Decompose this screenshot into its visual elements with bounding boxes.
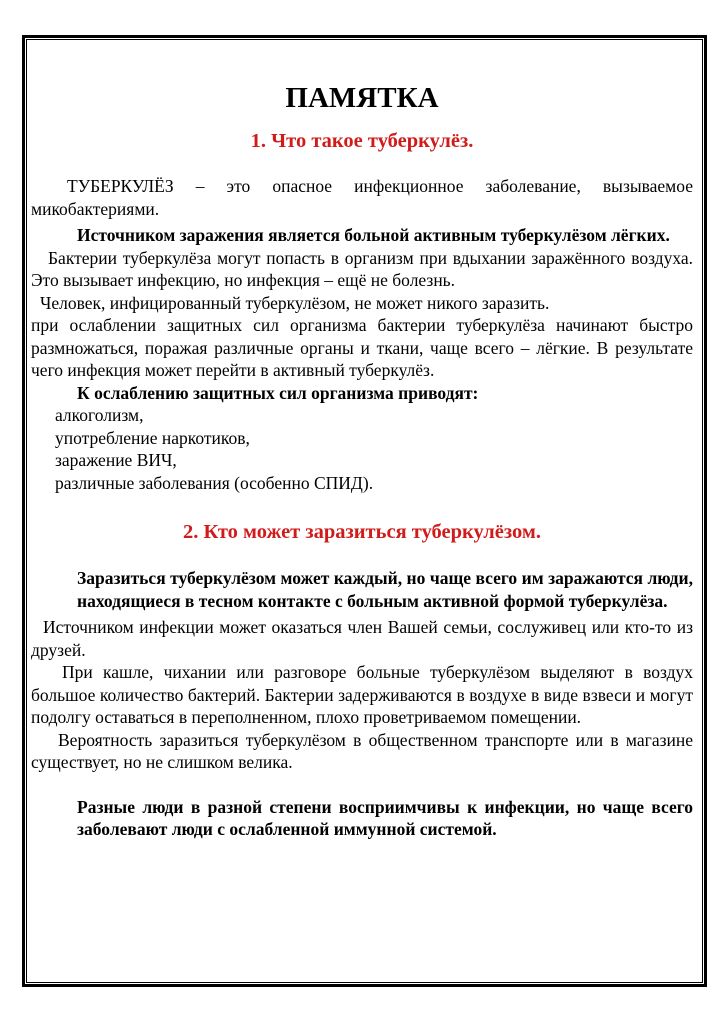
section1-paragraph-3: Человек, инфицированный туберкулёзом, не может никого заразить. (40, 292, 550, 313)
list-item: употребление наркотиков, (55, 427, 250, 448)
page-title: ПАМЯТКА (285, 82, 439, 114)
section1-paragraph-1: ТУБЕРКУЛЁЗ – это опасное инфекционное заболевание, вызываемое микобактериями. (31, 176, 693, 219)
list-item: заражение ВИЧ, (55, 450, 177, 470)
section1-heading: 1. Что такое туберкулёз. (250, 130, 474, 152)
list-item: различные заболевания (особенно СПИД). (55, 472, 374, 493)
section2-paragraph-2: При кашле, чихании или разговоре больные туберкулёзом выделяют в воздух большое количество бактерий. Бактерии задерживаются в воздухе в виде взвеси и могут подолгу оставаться в переполненном, плохо проветриваемом помещении. (31, 662, 693, 727)
weakening-factors-list (31, 404, 693, 494)
section2-bold-2: Разные люди в разной степени восприимчивы к инфекции, но чаще всего заболевают люди с ослабленной иммунной системой. (77, 796, 693, 839)
section2-paragraph-3: Вероятность заразиться туберкулёзом в общественном транспорте или в магазине существует, но не слишком велика. (31, 729, 693, 772)
section2-paragraph-1: Источником инфекции может оказаться член Вашей семьи, сослуживец или кто-то из друзей. (31, 617, 693, 660)
section1-bold-2: К ослаблению защитных сил организма приводят: (77, 382, 479, 403)
section1-paragraph-2: Бактерии туберкулёза могут попасть в организм при вдыхании заражённого воздуха. Это вызывает инфекцию, но инфекция – ещё не болезнь. (31, 247, 693, 290)
section1-bold-1: Источником заражения является больной активным туберкулёзом лёгких. (77, 225, 670, 245)
section2-bold-1: Заразиться туберкулёзом может каждый, но чаще всего им заражаются люди, находящиеся в тесном контакте с больным активной формой туберкулёза. (77, 568, 693, 611)
section2-heading: 2. Кто может заразиться туберкулёзом. (183, 521, 541, 543)
list-item: алкоголизм, (55, 405, 144, 425)
section1-paragraph-4: при ослаблении защитных сил организма бактерии туберкулёза начинают быстро размножаться, поражая различные органы и ткани, чаще всего – лёгкие. В результате чего инфекция может перейти в активный туберкулёз. (31, 315, 693, 380)
memo-content (31, 78, 693, 841)
